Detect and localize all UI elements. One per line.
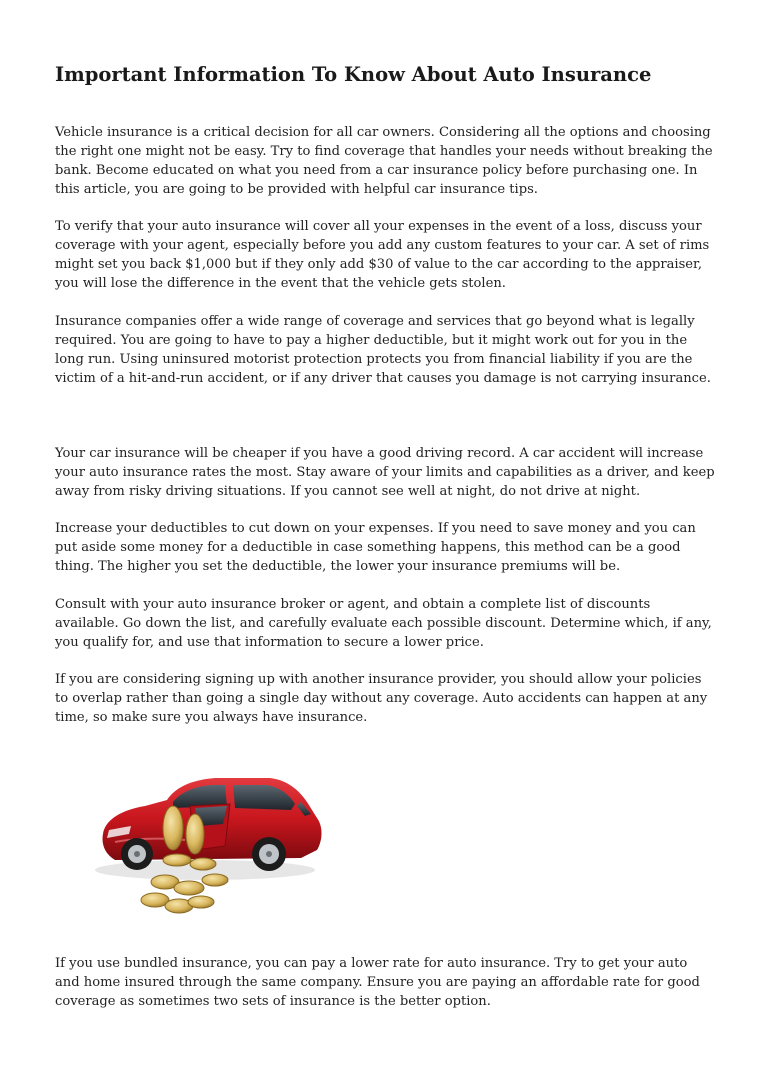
car-wheel-front	[121, 838, 153, 870]
paragraph-driving-record: Your car insurance will be cheaper if you have a good driving record. A car accident will increase your auto insurance rates the most. Stay aware of your limits and capabilities as a driver, and keep away from risky driving situations. If you cannot see well at night, do not drive at night.	[55, 446, 715, 499]
paragraph-deductibles: Increase your deductibles to cut down on your expenses. If you need to save money and you can put aside some money for a deductible in case something happens, this method can be a good thing. The higher you set the deductible, the lower your insurance premiums will be.	[55, 521, 696, 574]
paragraph-bundled: If you use bundled insurance, you can pay a lower rate for auto insurance. Try to get your auto and home insured through the same company. Ensure you are paying an affordable rate for good coverage as sometimes two sets of insurance is the better option.	[55, 956, 700, 1009]
paragraph-discounts: Consult with your auto insurance broker or agent, and obtain a complete list of discounts available. Go down the list, and carefully evaluate each possible discount. Determine which, if any, you qualify for, and use that information to secure a lower price.	[55, 597, 712, 650]
paragraph-overlap: If you are considering signing up with another insurance provider, you should allow your policies to overlap rather than going a single day without any coverage. Auto accidents can happen at any time, so make sure you always have insurance.	[55, 672, 708, 725]
paragraph-coverage-range: Insurance companies offer a wide range of coverage and services that go beyond what is legally required. You are going to have to pay a higher deductible, but it might work out for you in the long run. Using uninsured motorist protection protects you from financial liability if you are the victim of a hit-and-run accident, or if any driver that causes you damage is not carrying insurance.	[55, 314, 711, 386]
page-title: Important Information To Know About Auto Insurance	[55, 63, 652, 86]
paragraph-intro: Vehicle insurance is a critical decision for all car owners. Considering all the options and choosing the right one might not be easy. Try to find coverage that handles your needs without breaking the bank. Become educated on what you need from a car insurance policy before purchasing one. In this article, you are going to be provided with helpful car insurance tips.	[55, 125, 713, 197]
car-wheel-rear	[252, 837, 286, 871]
paragraph-coverage-expenses: To verify that your auto insurance will cover all your expenses in the event of a loss, discuss your coverage with your agent, especially before you add any custom features to your car. A set of rims might set you back $1,000 but if they only add $30 of value to the car according to the appraiser, you will lose the difference in the event that the vehicle gets stolen.	[55, 219, 710, 291]
red-car-with-coins-icon	[55, 742, 340, 922]
